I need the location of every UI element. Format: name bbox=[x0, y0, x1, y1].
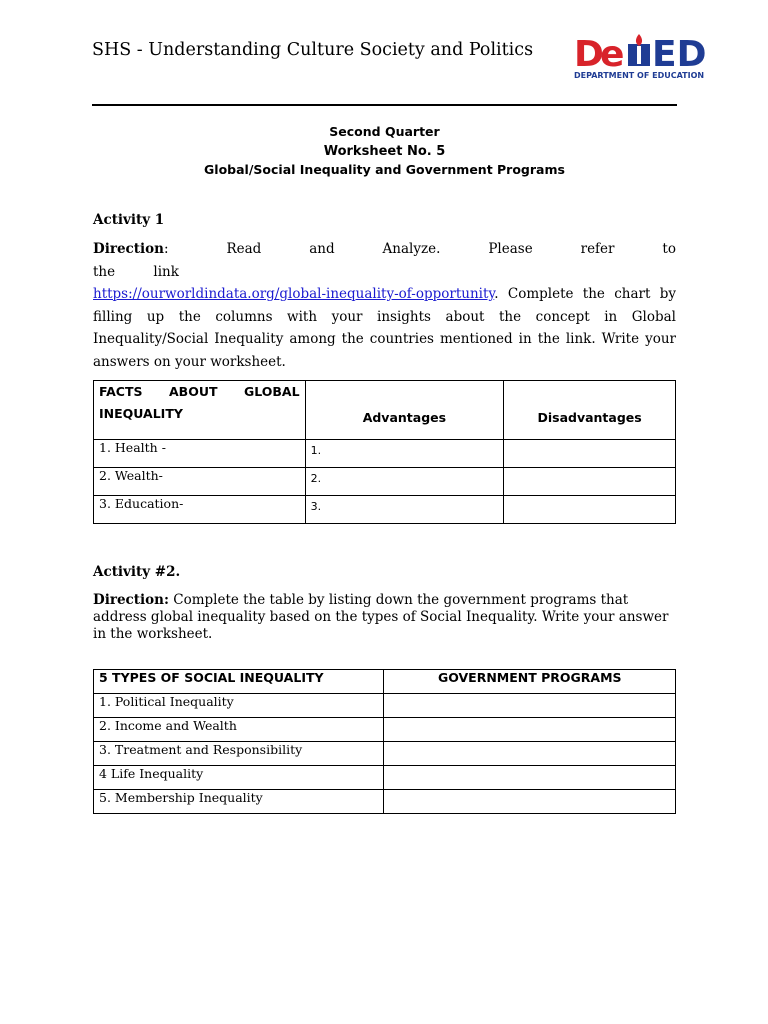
activity1-direction: Direction: Read and Analyze. Please refer to the link https://ourworldindata.org/global-inequality-of-opportunity. Complete the chart by filling up the columns with your insights about the concept in Global Inequality/Social Inequality among the countries mentioned in the link. Write your answers on your worksheet. bbox=[93, 241, 676, 370]
type-cell: 2. Income and Wealth bbox=[94, 718, 384, 742]
fact-cell: 2. Wealth- bbox=[94, 468, 306, 496]
header-programs: GOVERNMENT PROGRAMS bbox=[384, 670, 676, 694]
table-row bbox=[94, 468, 676, 496]
torch-icon bbox=[628, 34, 650, 66]
programs-table bbox=[93, 669, 676, 814]
direction-text-post: . Complete the chart by filling up the columns with your insights about the concept in Global Inequality/Social Inequality among the countries mentioned in the link. Write your answers on your worksheet. bbox=[93, 286, 676, 370]
program-cell[interactable] bbox=[384, 694, 676, 718]
worksheet-topic: Global/Social Inequality and Government Programs bbox=[204, 162, 565, 177]
svg-text:e: e bbox=[600, 34, 625, 75]
header-disadvantages: Disadvantages bbox=[504, 381, 676, 440]
deped-logo bbox=[572, 30, 718, 82]
direction-label: Direction bbox=[93, 241, 164, 257]
activity2-direction bbox=[93, 592, 676, 643]
type-cell: 3. Treatment and Responsibility bbox=[94, 742, 384, 766]
table-row bbox=[94, 694, 676, 718]
header-advantages: Advantages bbox=[305, 381, 504, 440]
table-row bbox=[94, 718, 676, 742]
header-divider bbox=[92, 104, 677, 106]
svg-text:D: D bbox=[574, 34, 604, 75]
worksheet-number: Worksheet No. 5 bbox=[323, 144, 446, 159]
table-row bbox=[94, 766, 676, 790]
advantage-cell[interactable]: 3. bbox=[305, 496, 504, 524]
advantage-cell[interactable]: 2. bbox=[305, 468, 504, 496]
table-header-row bbox=[94, 381, 676, 440]
disadvantage-cell[interactable] bbox=[504, 440, 676, 468]
program-cell[interactable] bbox=[384, 718, 676, 742]
svg-text:ED: ED bbox=[652, 34, 707, 75]
svg-text:DEPARTMENT OF EDUCATION: DEPARTMENT OF EDUCATION bbox=[574, 71, 705, 80]
advantage-cell[interactable]: 1. bbox=[305, 440, 504, 468]
type-cell: 1. Political Inequality bbox=[94, 694, 384, 718]
facts-table bbox=[93, 380, 676, 524]
table-row bbox=[94, 742, 676, 766]
type-cell: 5. Membership Inequality bbox=[94, 790, 384, 814]
program-cell[interactable] bbox=[384, 790, 676, 814]
type-cell: 4 Life Inequality bbox=[94, 766, 384, 790]
disadvantage-cell[interactable] bbox=[504, 496, 676, 524]
quarter-label: Second Quarter bbox=[329, 124, 440, 139]
direction-text-pre: Read and Analyze. Please refer to the link bbox=[93, 241, 676, 280]
fact-cell: 1. Health - bbox=[94, 440, 306, 468]
activity1-title: Activity 1 bbox=[93, 212, 165, 228]
table-row bbox=[94, 496, 676, 524]
table-header-row bbox=[94, 670, 676, 694]
direction-text: Complete the table by listing down the government programs that address global inequality based on the types of Social Inequality. Write your answer in the worksheet. bbox=[93, 592, 669, 642]
table-row bbox=[94, 440, 676, 468]
disadvantage-cell[interactable] bbox=[504, 468, 676, 496]
header-facts: FACTS ABOUT GLOBAL INEQUALITY bbox=[94, 381, 306, 440]
program-cell[interactable] bbox=[384, 766, 676, 790]
header-title: SHS - Understanding Culture Society and Politics bbox=[92, 40, 534, 60]
table-row bbox=[94, 790, 676, 814]
activity2-title: Activity #2. bbox=[93, 564, 181, 580]
resource-link[interactable]: https://ourworldindata.org/global-inequality-of-opportunity bbox=[93, 286, 495, 303]
direction-label: Direction: bbox=[93, 592, 169, 608]
program-cell[interactable] bbox=[384, 742, 676, 766]
header-types: 5 TYPES OF SOCIAL INEQUALITY bbox=[94, 670, 384, 694]
fact-cell: 3. Education- bbox=[94, 496, 306, 524]
